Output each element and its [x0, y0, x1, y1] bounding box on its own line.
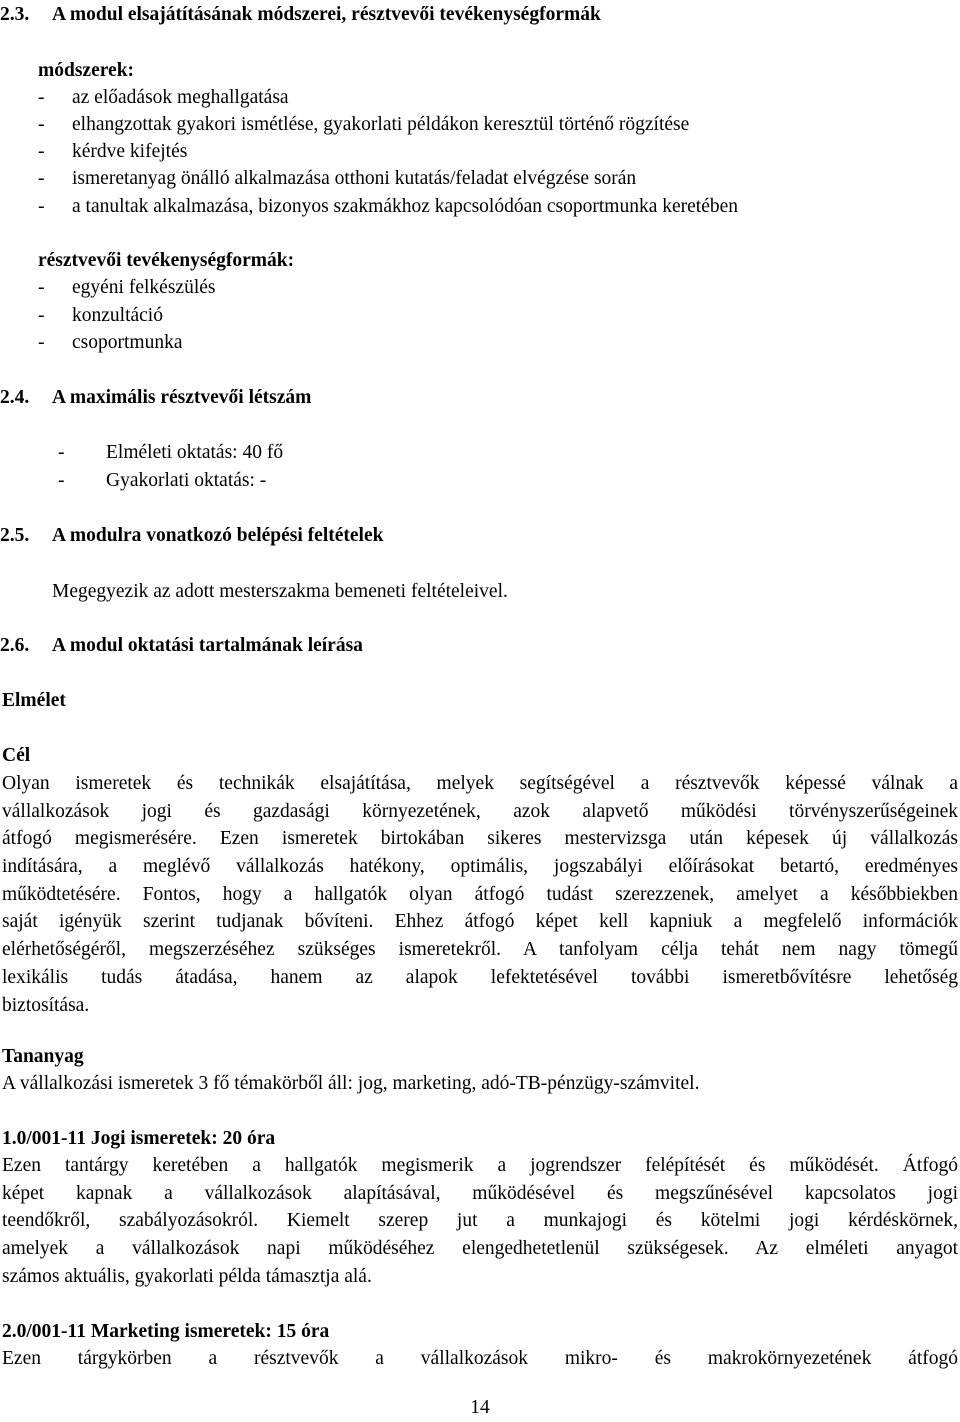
text-line: számos aktuális, gyakorlati példa támasztja alá. [2, 1265, 372, 1287]
marketing-paragraph [2, 1345, 958, 1373]
jogi-heading: 1.0/001-11 Jogi ismeretek: 20 óra [2, 1128, 276, 1149]
section-title: A modulra vonatkozó belépési feltételek [52, 525, 384, 546]
cel-paragraph [2, 770, 958, 1019]
text-line: biztosítása. [2, 994, 90, 1016]
text-line: vállalkozások jogi és gazdasági környezetének, azok alapvető működési törvényszerűségeinek [2, 800, 958, 822]
text-line: Ezen tárgykörben a résztvevők a vállalkozások mikro- és makrokörnyezetének átfogó [2, 1348, 958, 1369]
tananyag-heading: Tananyag [2, 1046, 84, 1067]
section-title: A modul elsajátításának módszerei, résztvevői tevékenységformák [52, 4, 601, 25]
document-page: 2.3. A modul elsajátításának módszerei, résztvevői tevékenységformák módszerek: - az előadások meghallgatása - elhangzottak gyakori ismétlése, gyakorlati példákon keresztül történő rögzítése - kérdve kifejtés - ismeretanyag önálló alkalmazása otthoni kutatás/feladat elvégzése során - a tanultak alkalmazása, bizonyos szakmákhoz kapcsolódóan csoportmunka keretében résztvevői tevékenységformák: - egyéni felkészülés - konzultáció - csoportmunka 2.4. A maximális résztvevői létszám - Elméleti oktatás: 40 fő - Gyakorlati oktatás: - 2.5. A modulra vonatkozó belépési feltételek Megegyezik az adott mesterszakma bemeneti feltételeivel. 2.6. A modul oktatási tartalmának leírása Elmélet Cél Olyan ismeretek és technikák elsajátítása, melyek segítségével a résztvevők képessé válnak a vállalkozások jogi és gazdasági környezetének, azok alapvető működési törvényszerűségeinek átfogó megismerésére. Ezen ismeretek birtokában sikeres mestervizsga után képesek új vállalkozás indítására, a meglévő vállalkozás hatékony, optimális, jogszabályi előírásokat betartó, eredményes működtetésére. Fontos, hogy a hallgatók olyan átfogó tudást szerezzenek, amelyet a későbbiekben saját igényük szerint tudjanak bővíteni. Ehhez átfogó képet kell kapniuk a megfelelő információk elérhetőségéről, megszerzéséhez szükséges ismeretekről. A tanfolyam célja tehát nem nagy tömegű lexikális tudás átadása, hanem az alapok lefektetésével további ismeretbővítésre lehetőség biztosítása. Tananyag A vállalkozási ismeretek 3 fő témakörből áll: jog, marketing, adó-TB-pénzügy-számvitel. 1.0/001-11 Jogi ismeretek: 20 óra Ezen tantárgy keretében a hallgatók megismerik a jogrendszer felépítését és működését. Átfogó képet kapnak a vállalkozások alapításával, működésével és megszűnésével kapcsolatos jogi teendőkről, szabályozásokról. Kiemelt szerep jut a munkajogi és kötelmi jogi kérdéskörnek, amelyek a vállalkozások napi működéséhez elengedhetetlenül szükségesek. Az elméleti anyagot számos aktuális, gyakorlati példa támasztja alá. 2.0/001-11 Marketing ismeretek: 15 óra Ezen tárgykörben a résztvevők a vállalkozások mikro- és makrokörnyezetének átfogó 14 [0, 0, 960, 1419]
section-title: A maximális résztvevői létszám [52, 387, 312, 408]
elmelet-heading: Elmélet [2, 690, 66, 711]
text-line: Olyan ismeretek és technikák elsajátítása, melyek segítségével a résztvevők képessé válnak a [2, 773, 958, 794]
marketing-heading: 2.0/001-11 Marketing ismeretek: 15 óra [2, 1321, 330, 1342]
text-line: lexikális tudás átadása, hanem az alapok lefektetésével további ismeretbővítésre lehetőség [2, 966, 958, 988]
page-number: 14 [470, 1397, 490, 1418]
section-number: 2.5. [0, 525, 30, 546]
text-line: saját igényük szerint tudjanak bővíteni. Ehhez átfogó képet kell kapniuk a megfelelő információk [2, 911, 958, 933]
section-title: A modul oktatási tartalmának leírása [52, 635, 363, 656]
text-line: működtetésére. Fontos, hogy a hallgatók olyan átfogó tudást szerezzenek, amelyet a későbbiekben [2, 883, 958, 905]
entry-requirements-text: Megegyezik az adott mesterszakma bemeneti feltételeivel. [52, 581, 508, 602]
cel-heading: Cél [2, 745, 31, 766]
text-line: Ezen tantárgy keretében a hallgatók megismerik a jogrendszer felépítését és működését. Átfogó [2, 1155, 958, 1176]
text-line: elérhetőségéről, megszerzéséhez szükséges ismeretekről. A tanfolyam célja tehát nem nagy tömegű [2, 939, 958, 961]
section-number: 2.3. [0, 4, 30, 25]
text-line: képet kapnak a vállalkozások alapításával, működésével és megszűnésével kapcsolatos jogi [2, 1182, 958, 1204]
text-line: indítására, a meglévő vállalkozás hatékony, optimális, jogszabályi előírásokat betartó, eredményes [2, 856, 958, 878]
jogi-paragraph [2, 1152, 958, 1290]
text-line: teendőkről, szabályozásokról. Kiemelt szerep jut a munkajogi és kötelmi jogi kérdéskörnek, [2, 1210, 958, 1232]
section-number: 2.6. [0, 635, 30, 656]
text-line: átfogó megismerésére. Ezen ismeretek birtokában sikeres mestervizsga után képesek új vállalkozás [2, 828, 958, 850]
text-line: amelyek a vállalkozások napi működéséhez elengedhetetlenül szükségesek. Az elméleti anyagot [2, 1238, 958, 1260]
tananyag-text: A vállalkozási ismeretek 3 fő témakörből áll: jog, marketing, adó-TB-pénzügy-számvitel. [2, 1073, 700, 1094]
methods-heading: módszerek: [38, 60, 135, 81]
activities-heading: résztvevői tevékenységformák: [38, 250, 295, 271]
section-number: 2.4. [0, 387, 30, 408]
